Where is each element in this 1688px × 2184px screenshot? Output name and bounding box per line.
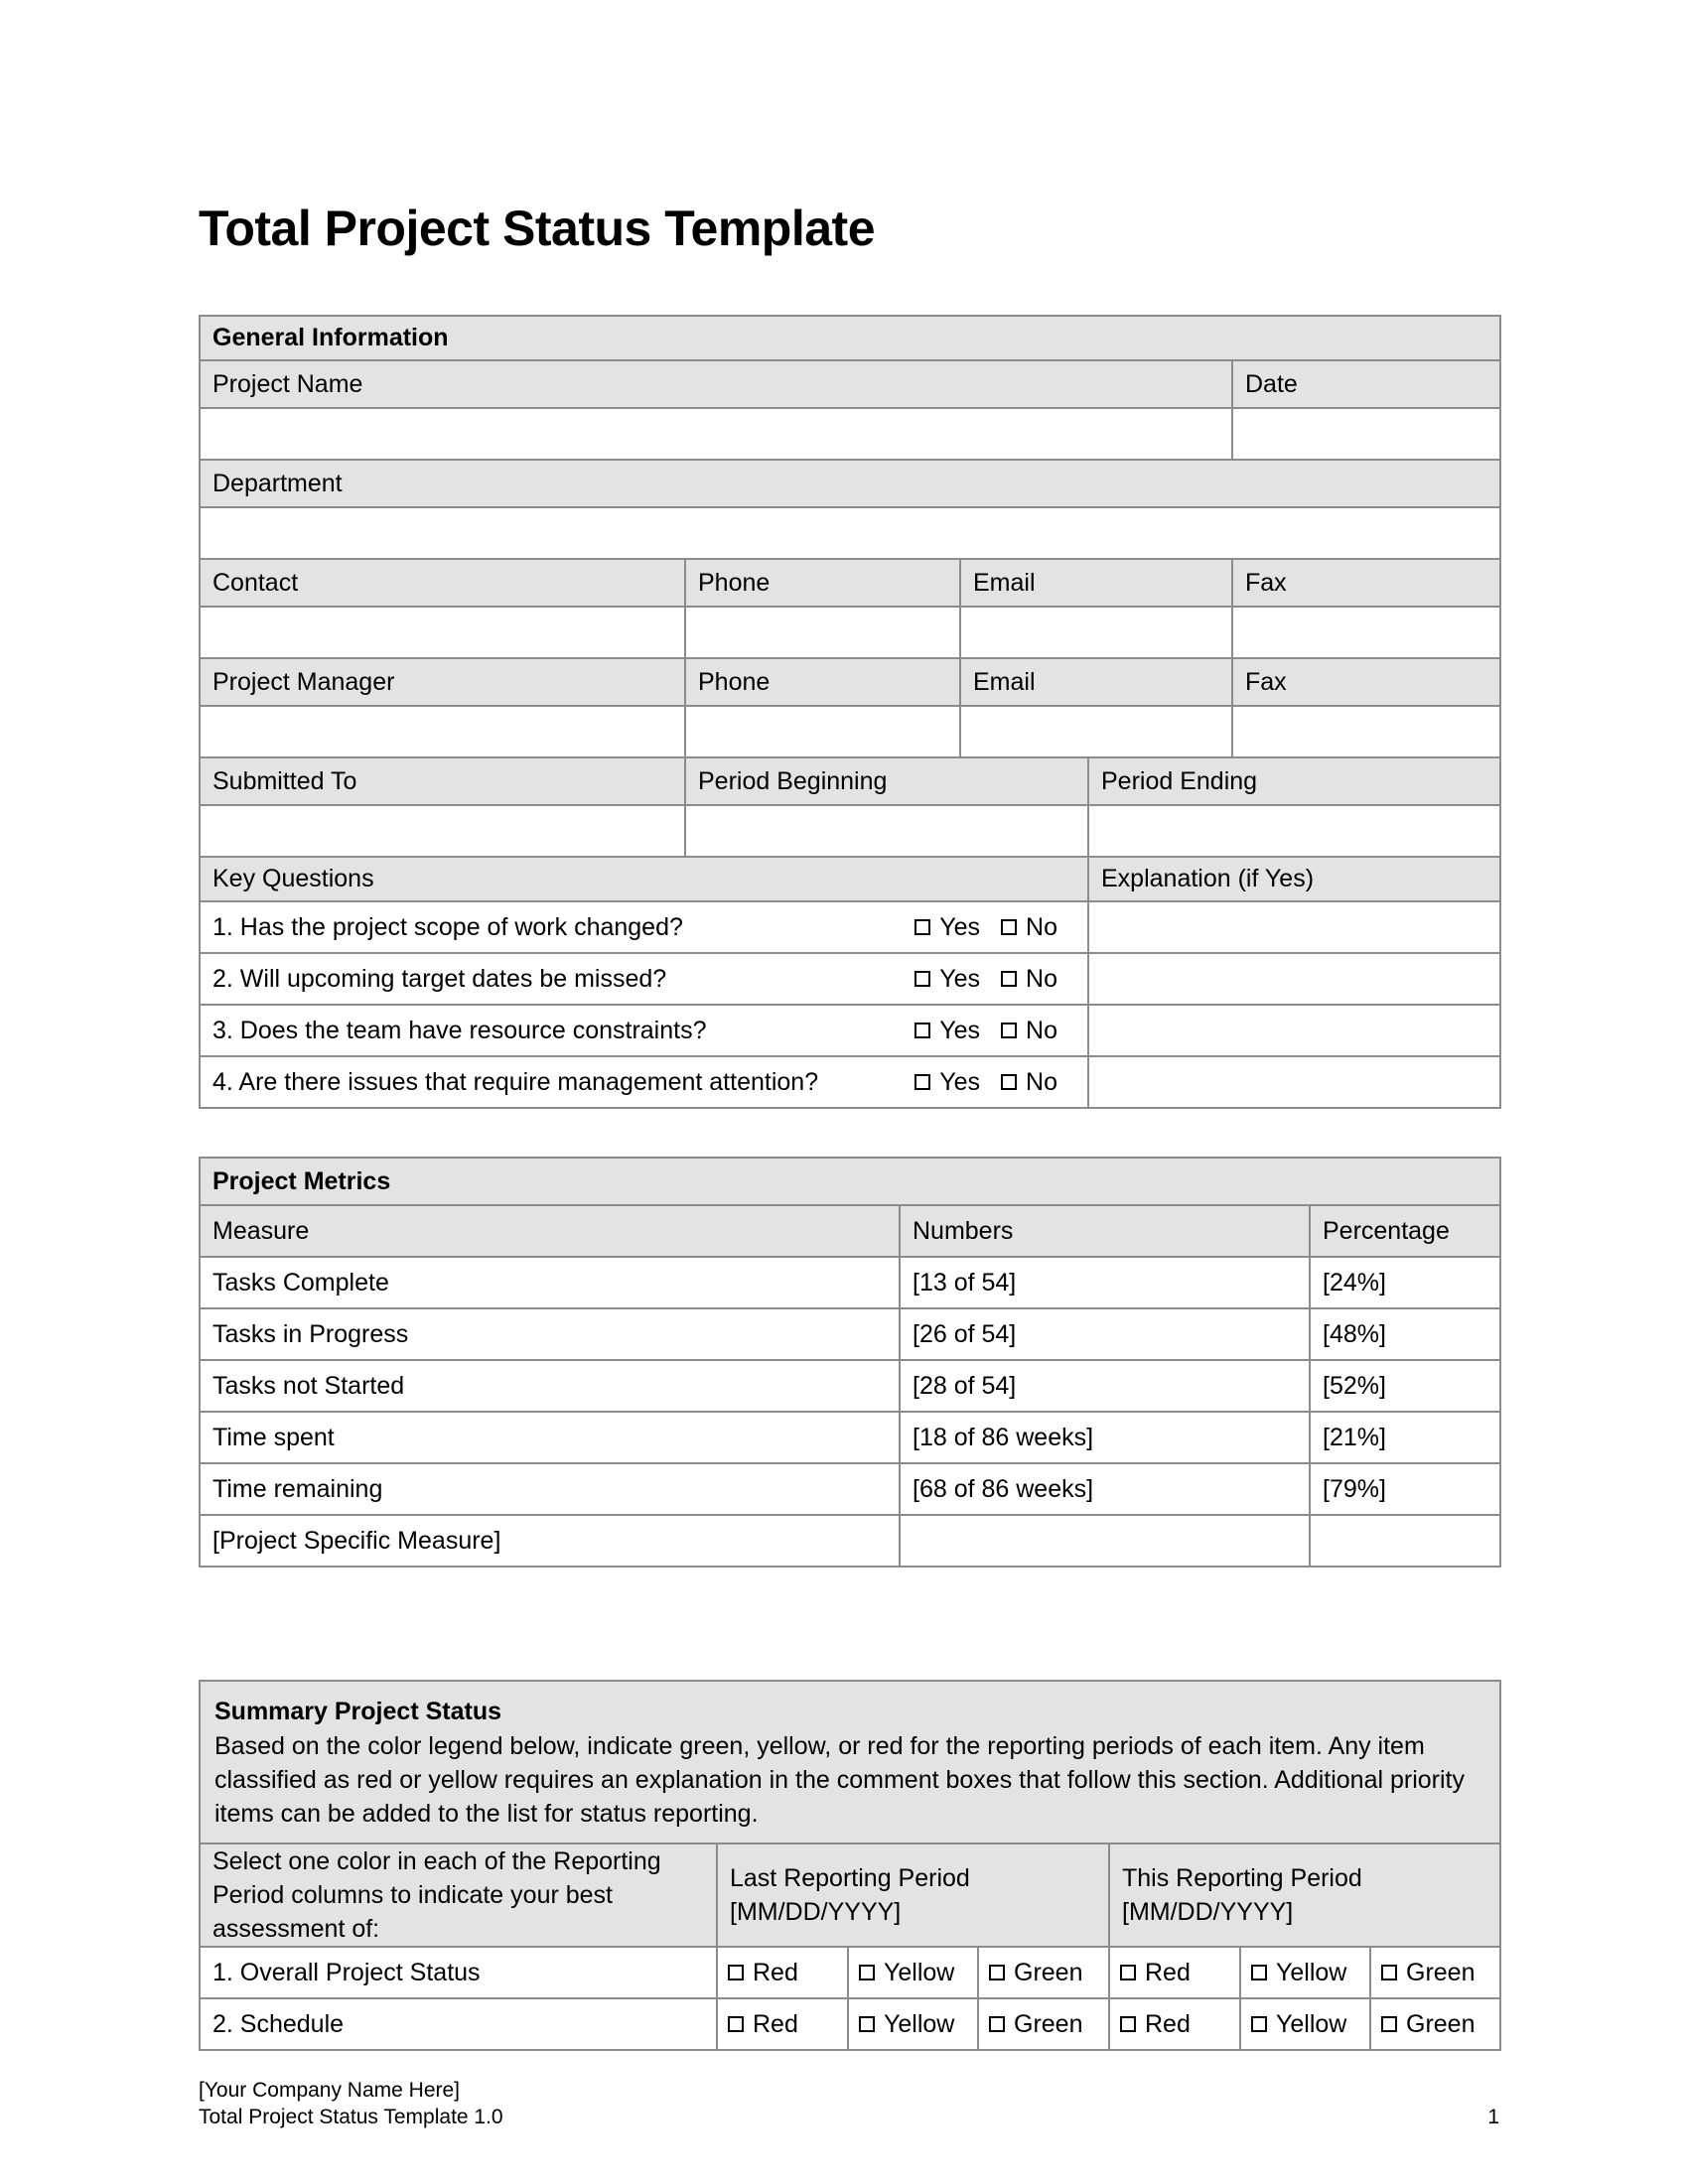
page-footer	[199, 2077, 1499, 2130]
question-2-yes-no	[914, 965, 1057, 994]
summary-select-instruction: Select one color in each of the Reporting Period columns to indicate your best assessment of:	[200, 1843, 717, 1947]
no-label: No	[1026, 1016, 1057, 1044]
question-1-yes-no	[914, 913, 1057, 942]
yellow-label: Yellow	[884, 2009, 955, 2038]
metric-percentage: [24%]	[1310, 1257, 1500, 1308]
yes-label: Yes	[939, 1016, 981, 1044]
metrics-row-tasks-complete	[200, 1257, 1500, 1308]
overall-this-red-cell	[1109, 1947, 1240, 1998]
summary-row-label: 1. Overall Project Status	[200, 1947, 717, 1998]
question-4-yes-no	[914, 1068, 1057, 1097]
metrics-row-tasks-not-started	[200, 1360, 1500, 1412]
question-3-explanation-cell[interactable]	[1088, 1005, 1500, 1056]
no-label: No	[1026, 964, 1057, 993]
contact-fax-input-cell[interactable]	[1232, 607, 1500, 658]
question-2-no-checkbox[interactable]	[1001, 971, 1017, 987]
overall-last-yellow-cell	[848, 1947, 978, 1998]
schedule-last-red-checkbox[interactable]	[728, 2016, 744, 2032]
submitted-to-label: Submitted To	[200, 757, 685, 805]
summary-row-label: 2. Schedule	[200, 1998, 717, 2050]
metric-percentage: [21%]	[1310, 1412, 1500, 1463]
question-3-yes-checkbox[interactable]	[914, 1023, 930, 1038]
metric-measure: Tasks in Progress	[200, 1308, 900, 1360]
project-manager-input-cell[interactable]	[200, 706, 685, 757]
question-2-explanation-cell[interactable]	[1088, 953, 1500, 1005]
this-reporting-period-title: This Reporting Period	[1122, 1864, 1362, 1892]
period-beginning-input-cell[interactable]	[685, 805, 1088, 857]
metrics-row-time-remaining	[200, 1463, 1500, 1515]
metrics-row-tasks-in-progress	[200, 1308, 1500, 1360]
summary-header-block	[200, 1681, 1500, 1843]
yes-label: Yes	[939, 964, 981, 993]
green-label: Green	[1406, 1958, 1476, 1986]
overall-last-red-cell	[717, 1947, 848, 1998]
overall-this-yellow-checkbox[interactable]	[1251, 1965, 1267, 1980]
metric-measure: Time spent	[200, 1412, 900, 1463]
no-label: No	[1026, 912, 1057, 941]
last-reporting-period-date: [MM/DD/YYYY]	[730, 1898, 902, 1926]
red-label: Red	[1145, 1958, 1191, 1986]
metric-numbers-input-cell[interactable]	[900, 1515, 1310, 1567]
project-metrics-table	[199, 1157, 1501, 1568]
contact-input-cell[interactable]	[200, 607, 685, 658]
metric-percentage: [79%]	[1310, 1463, 1500, 1515]
yes-label: Yes	[939, 1067, 981, 1096]
page-title: Total Project Status Template	[199, 201, 876, 256]
last-reporting-period-title: Last Reporting Period	[730, 1864, 970, 1892]
question-2-yes-checkbox[interactable]	[914, 971, 930, 987]
project-name-input-cell[interactable]	[200, 408, 1232, 460]
schedule-last-green-cell	[978, 1998, 1109, 2050]
overall-last-red-checkbox[interactable]	[728, 1965, 744, 1980]
overall-this-green-cell	[1370, 1947, 1500, 1998]
question-4-yes-checkbox[interactable]	[914, 1074, 930, 1090]
metric-numbers: [26 of 54]	[900, 1308, 1310, 1360]
schedule-last-yellow-cell	[848, 1998, 978, 2050]
metric-percentage: [52%]	[1310, 1360, 1500, 1412]
question-row-4	[200, 1056, 1088, 1108]
question-1-yes-checkbox[interactable]	[914, 919, 930, 935]
period-beginning-label: Period Beginning	[685, 757, 1088, 805]
last-reporting-period-header	[717, 1843, 1109, 1947]
overall-last-yellow-checkbox[interactable]	[859, 1965, 875, 1980]
overall-last-green-checkbox[interactable]	[989, 1965, 1005, 1980]
pm-fax-input-cell[interactable]	[1232, 706, 1500, 757]
schedule-this-green-checkbox[interactable]	[1381, 2016, 1397, 2032]
footer-template-version: Total Project Status Template 1.0	[199, 2106, 503, 2128]
schedule-last-green-checkbox[interactable]	[989, 2016, 1005, 2032]
metric-percentage: [48%]	[1310, 1308, 1500, 1360]
metric-percentage-input-cell[interactable]	[1310, 1515, 1500, 1567]
pm-fax-label: Fax	[1232, 658, 1500, 706]
contact-label: Contact	[200, 559, 685, 607]
red-label: Red	[753, 1958, 798, 1986]
period-ending-label: Period Ending	[1088, 757, 1500, 805]
contact-phone-input-cell[interactable]	[685, 607, 960, 658]
yellow-label: Yellow	[1276, 2009, 1347, 2038]
percentage-column-header: Percentage	[1310, 1205, 1500, 1257]
question-1-explanation-cell[interactable]	[1088, 901, 1500, 953]
general-information-table	[199, 315, 1501, 1109]
schedule-this-red-cell	[1109, 1998, 1240, 2050]
question-row-1	[200, 901, 1088, 953]
metric-numbers: [68 of 86 weeks]	[900, 1463, 1310, 1515]
question-4-text: 4. Are there issues that require management attention?	[212, 1067, 819, 1096]
metric-measure: Tasks Complete	[200, 1257, 900, 1308]
metric-measure: Time remaining	[200, 1463, 900, 1515]
pm-email-label: Email	[960, 658, 1232, 706]
yellow-label: Yellow	[1276, 1958, 1347, 1986]
pm-phone-label: Phone	[685, 658, 960, 706]
question-3-no-checkbox[interactable]	[1001, 1023, 1017, 1038]
question-1-no-checkbox[interactable]	[1001, 919, 1017, 935]
metric-numbers: [28 of 54]	[900, 1360, 1310, 1412]
question-row-2	[200, 953, 1088, 1005]
metrics-row-project-specific	[200, 1515, 1500, 1567]
pm-email-input-cell[interactable]	[960, 706, 1232, 757]
pm-phone-input-cell[interactable]	[685, 706, 960, 757]
question-3-yes-no	[914, 1017, 1057, 1045]
overall-last-green-cell	[978, 1947, 1109, 1998]
question-3-text: 3. Does the team have resource constraints?	[212, 1016, 707, 1044]
metric-numbers: [18 of 86 weeks]	[900, 1412, 1310, 1463]
contact-email-input-cell[interactable]	[960, 607, 1232, 658]
this-reporting-period-date: [MM/DD/YYYY]	[1122, 1898, 1294, 1926]
overall-this-green-checkbox[interactable]	[1381, 1965, 1397, 1980]
project-name-label: Project Name	[200, 360, 1232, 408]
date-label: Date	[1232, 360, 1500, 408]
summary-row-schedule	[200, 1998, 1500, 2050]
submitted-to-input-cell[interactable]	[200, 805, 685, 857]
red-label: Red	[1145, 2009, 1191, 2038]
overall-this-yellow-cell	[1240, 1947, 1370, 1998]
footer-company: [Your Company Name Here]	[199, 2079, 461, 2102]
green-label: Green	[1014, 1958, 1083, 1986]
contact-email-label: Email	[960, 559, 1232, 607]
question-2-text: 2. Will upcoming target dates be missed?	[212, 964, 667, 993]
question-1-text: 1. Has the project scope of work changed?	[212, 912, 683, 941]
question-row-3	[200, 1005, 1088, 1056]
general-information-header: General Information	[200, 316, 1500, 360]
explanation-header: Explanation (if Yes)	[1088, 857, 1500, 901]
contact-phone-label: Phone	[685, 559, 960, 607]
summary-row-overall-project-status	[200, 1947, 1500, 1998]
schedule-this-red-checkbox[interactable]	[1120, 2016, 1136, 2032]
schedule-last-yellow-checkbox[interactable]	[859, 2016, 875, 2032]
metric-measure: [Project Specific Measure]	[200, 1515, 900, 1567]
overall-this-red-checkbox[interactable]	[1120, 1965, 1136, 1980]
question-4-explanation-cell[interactable]	[1088, 1056, 1500, 1108]
measure-column-header: Measure	[200, 1205, 900, 1257]
project-metrics-header: Project Metrics	[200, 1158, 1500, 1205]
metrics-row-time-spent	[200, 1412, 1500, 1463]
numbers-column-header: Numbers	[900, 1205, 1310, 1257]
department-input-cell[interactable]	[200, 507, 1500, 559]
key-questions-header: Key Questions	[200, 857, 1088, 901]
contact-fax-label: Fax	[1232, 559, 1500, 607]
red-label: Red	[753, 2009, 798, 2038]
summary-section-title: Summary Project Status	[214, 1698, 501, 1725]
date-input-cell[interactable]	[1232, 408, 1500, 460]
schedule-this-yellow-cell	[1240, 1998, 1370, 2050]
project-manager-label: Project Manager	[200, 658, 685, 706]
metric-numbers: [13 of 54]	[900, 1257, 1310, 1308]
green-label: Green	[1406, 2009, 1476, 2038]
department-label: Department	[200, 460, 1500, 507]
summary-description: Based on the color legend below, indicate green, yellow, or red for the reporting periods of each item. Any item classified as red or yellow requires an explanation in the comment boxes that follow this section. Additional priority items can be added to the list for status reporting.	[214, 1732, 1465, 1828]
yellow-label: Yellow	[884, 1958, 955, 1986]
period-ending-input-cell[interactable]	[1088, 805, 1500, 857]
yes-label: Yes	[939, 912, 981, 941]
schedule-this-yellow-checkbox[interactable]	[1251, 2016, 1267, 2032]
question-4-no-checkbox[interactable]	[1001, 1074, 1017, 1090]
no-label: No	[1026, 1067, 1057, 1096]
this-reporting-period-header	[1109, 1843, 1500, 1947]
schedule-last-red-cell	[717, 1998, 848, 2050]
schedule-this-green-cell	[1370, 1998, 1500, 2050]
page-number: 1	[1487, 2106, 1499, 2128]
green-label: Green	[1014, 2009, 1083, 2038]
summary-project-status-table	[199, 1680, 1501, 2051]
metric-measure: Tasks not Started	[200, 1360, 900, 1412]
